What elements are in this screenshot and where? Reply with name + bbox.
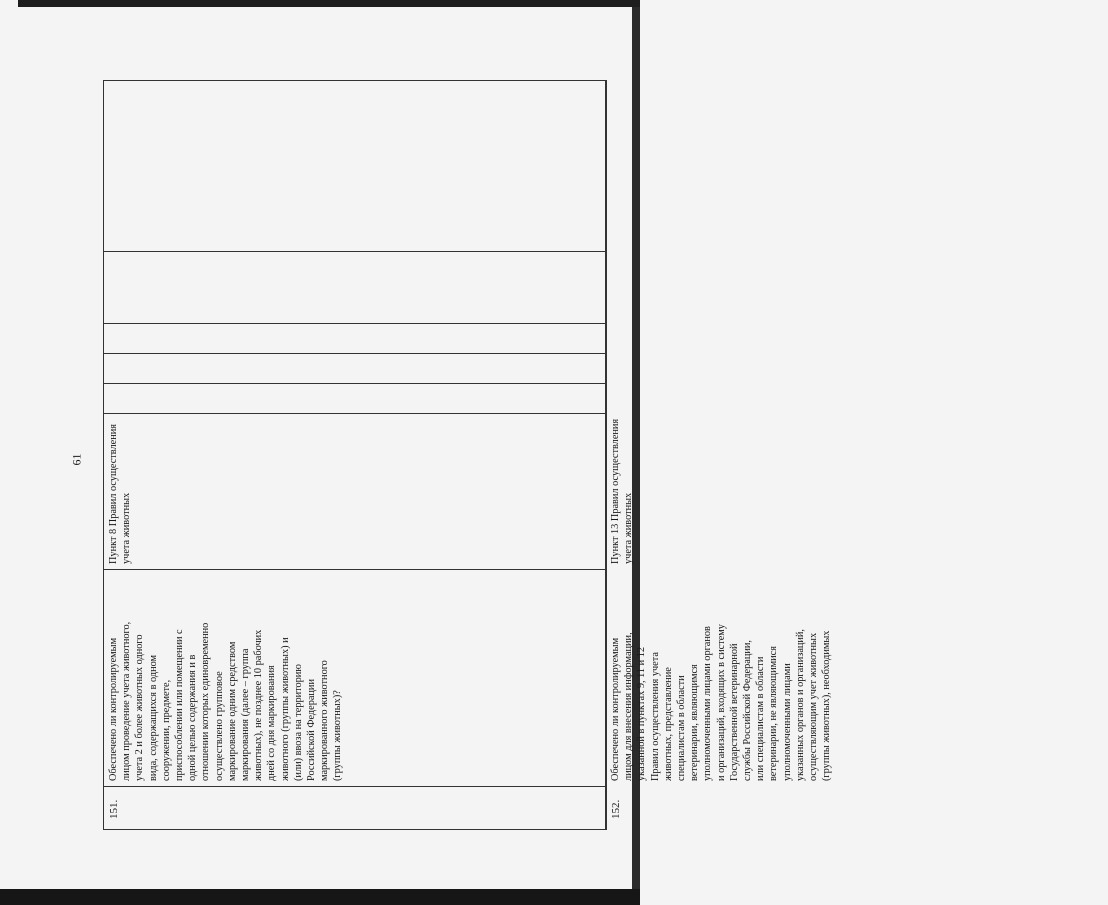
cell-151-number — [104, 787, 606, 829]
reference-text: Пункт 8 Правил осуществления учета животных — [108, 423, 133, 564]
question-text: Обеспечено ли контролируемым лицом для внесения информации, указанной в пунктах 9, 11 и 12 Правил осуществления учета животных, представление специалистам в области ветеринарии, являющимся уполномоченными лицами органов и организаций, входящих в систему Государственной ветеринарной службы Российской Федерации, или специалистам в области ветеринарии, не являющимися уполномоченными лицами указанных органов и организаций, осуществляющим учет животных (группы животных), необходимых — [610, 624, 833, 781]
column-number — [104, 786, 622, 829]
reference-text: Пункт 13 Правил осуществления учета животных — [610, 418, 635, 564]
column-no — [104, 353, 606, 383]
cell-151-yes — [104, 384, 606, 413]
cell-152-yes — [606, 384, 1108, 413]
column-notes — [104, 81, 606, 251]
cell-152-number — [606, 787, 1108, 829]
cell-151-not-applicable — [104, 324, 606, 353]
cell-152-extra — [606, 252, 1108, 323]
cell-151-question — [104, 570, 606, 786]
cell-151-extra — [104, 252, 606, 323]
page-number: 61 — [69, 453, 84, 466]
cell-151-notes — [104, 81, 606, 251]
cell-152-no — [606, 354, 1108, 383]
cell-152-notes — [606, 81, 1108, 251]
row-number: 151. — [108, 799, 120, 819]
cell-151-reference — [104, 414, 606, 569]
cell-152-question — [606, 570, 1108, 786]
cell-151-no — [104, 354, 606, 383]
question-text: Обеспечено ли контролируемым лицом проведение учета животного, учета 2 и более животных одного вида, содержащихся в одном сооружении, предмете, приспособлении или помещении с одной целью содержания и в отношении которых единовременно осуществлено групповое маркирование одним средством маркирования (далее – группа животных), не позднее 10 рабочих дней со дня маркирования животного (группы животных) и (или) ввоза на территорию Российской Федерации маркированного животного (группы животных)? — [108, 621, 344, 781]
column-reference — [104, 413, 635, 569]
checklist-table — [103, 80, 833, 830]
column-not-applicable — [104, 323, 606, 353]
cell-152-not-applicable — [606, 324, 1108, 353]
scan-bottom-edge — [0, 889, 640, 905]
scan-top-edge — [18, 0, 640, 7]
cell-152-reference — [606, 414, 1108, 569]
column-yes — [104, 383, 606, 413]
column-extra — [104, 251, 606, 323]
column-question — [104, 569, 833, 786]
row-number: 152. — [610, 799, 622, 819]
checklist-table-wrapper — [103, 80, 833, 830]
